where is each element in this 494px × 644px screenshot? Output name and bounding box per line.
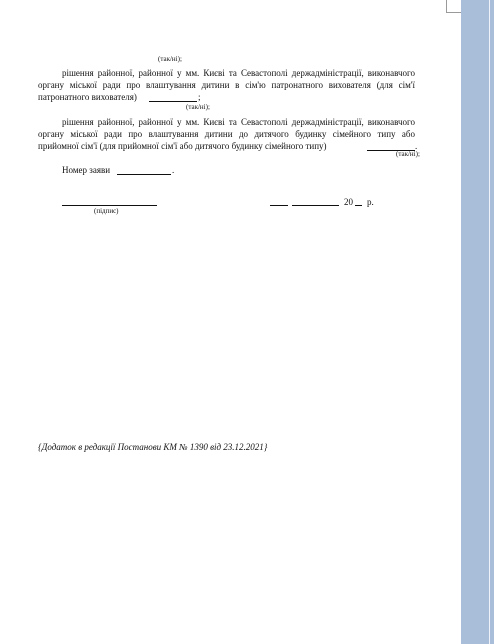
date-day-blank[interactable] bbox=[270, 205, 288, 206]
paragraph-1-line-2: органу міської ради про влаштування дитини в сім'ю патронатного вихователя (для сім'ї bbox=[38, 80, 415, 90]
paragraph-2-line-2: органу міської ради про влаштування дитини до дитячого будинку сімейного типу або bbox=[38, 129, 415, 139]
blank-line-2-end: . bbox=[415, 141, 418, 151]
blank-line-1-end: ; bbox=[198, 92, 201, 102]
tag-yes-no-3: (так/ні); bbox=[396, 150, 420, 158]
application-number-label: Номер заяви bbox=[62, 165, 111, 175]
paragraph-2-line-3-text: прийомної сім'ї (для прийомної сім'ї або дитячого будинку сімейного типу) bbox=[38, 141, 327, 151]
blank-line-1[interactable] bbox=[149, 101, 197, 102]
date-year-prefix: 20 bbox=[344, 197, 353, 207]
tag-yes-no-1: (так/ні); bbox=[158, 55, 182, 63]
paragraph-2-line-3 bbox=[38, 140, 327, 152]
paragraph-1-line-3-text: патронатного вихователя) bbox=[38, 92, 137, 102]
amendment-footnote: {Додаток в редакції Постанови КМ № 1390 від 23.12.2021} bbox=[38, 442, 268, 452]
date-month-blank[interactable] bbox=[292, 205, 339, 206]
signature-caption: (підпис) bbox=[94, 207, 119, 215]
tag-yes-no-2: (так/ні); bbox=[186, 103, 210, 111]
date-year-blank[interactable] bbox=[355, 205, 362, 206]
application-number-end: . bbox=[172, 165, 175, 175]
application-number-blank[interactable] bbox=[117, 174, 171, 175]
paragraph-1-line-1: рішення районної, районної у мм. Києві та Севастополі держадміністрації, виконавчого bbox=[62, 68, 415, 78]
date-year-suffix: р. bbox=[367, 197, 374, 207]
window-edge-line bbox=[489, 0, 490, 644]
paragraph-1-line-3 bbox=[38, 91, 137, 103]
paragraph-2-line-1: рішення районної, районної у мм. Києві та Севастополі держадміністрації, виконавчого bbox=[62, 117, 415, 127]
signature-blank[interactable] bbox=[62, 205, 157, 206]
page-corner-mark bbox=[446, 12, 461, 13]
